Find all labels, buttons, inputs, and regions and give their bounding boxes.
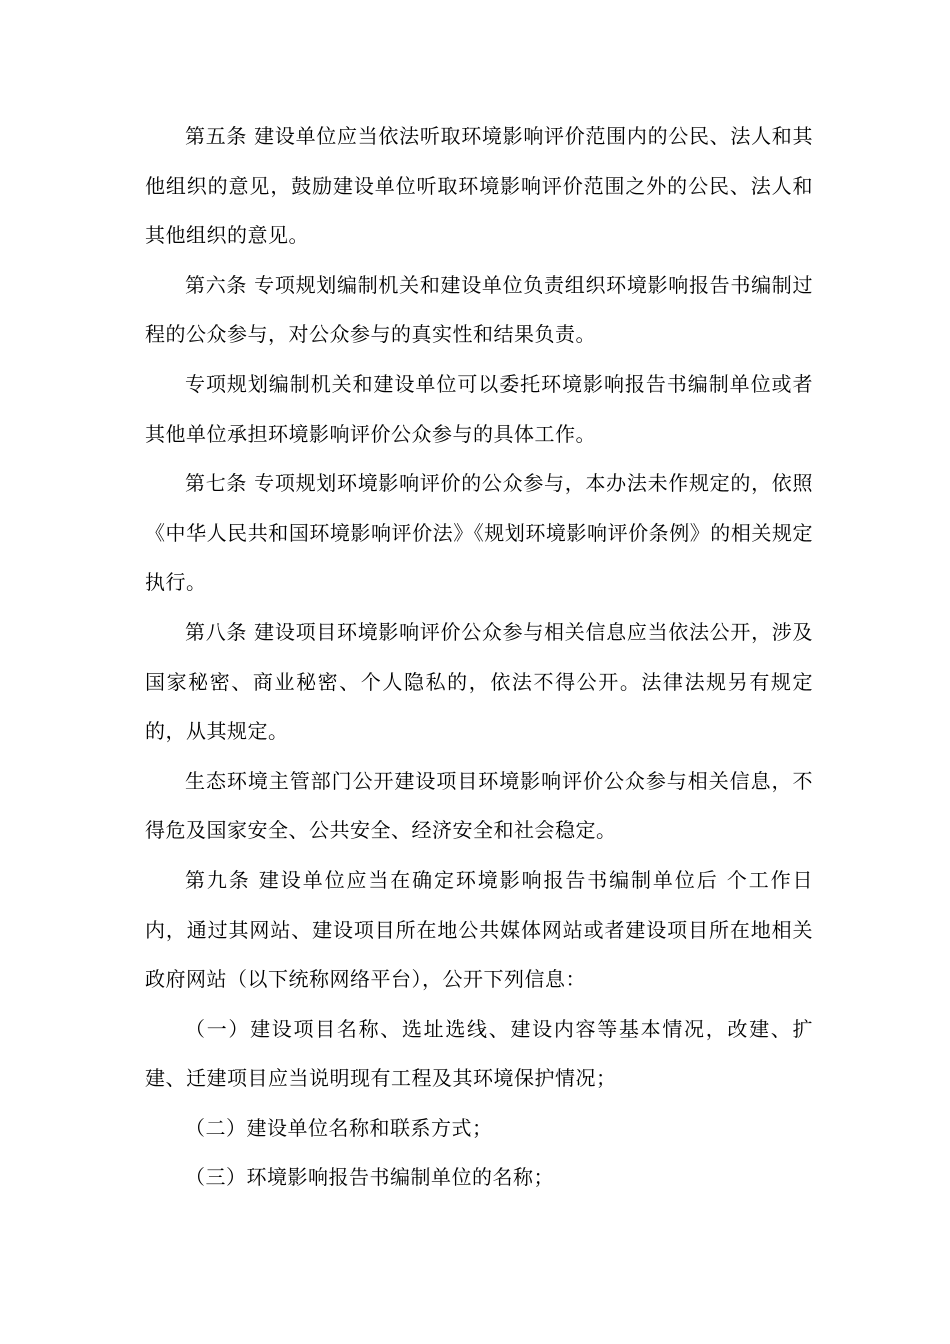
list-item-article-9-1: （一）建设项目名称、选址选线、建设内容等基本情况，改建、扩建、迁建项目应当说明现有工程及其环境保护情况；: [145, 1016, 813, 1091]
paragraph-article-5: 第五条 建设单位应当依法听取环境影响评价范围内的公民、法人和其他组织的意见，鼓励建设单位听取环境影响评价范围之外的公民、法人和其他组织的意见。: [145, 124, 813, 248]
document-page: [145, 112, 813, 1203]
list-item-article-9-3: （三）环境影响报告书编制单位的名称；: [185, 1165, 554, 1190]
paragraph-article-6-clause-2: 专项规划编制机关和建设单位可以委托环境影响报告书编制单位或者其他单位承担环境影响评价公众参与的具体工作。: [145, 371, 813, 446]
paragraph-article-8: 第八条 建设项目环境影响评价公众参与相关信息应当依法公开，涉及国家秘密、商业秘密、个人隐私的，依法不得公开。法律法规另有规定的，从其规定。: [145, 619, 813, 744]
paragraph-article-6: 第六条 专项规划编制机关和建设单位负责组织环境影响报告书编制过程的公众参与，对公众参与的真实性和结果负责。: [145, 272, 813, 347]
paragraph-article-9: 第九条 建设单位应当在确定环境影响报告书编制单位后 个工作日内，通过其网站、建设项目所在地公共媒体网站或者建设项目所在地相关政府网站（以下统称网络平台），公开下列信息：: [145, 867, 813, 992]
list-item-article-9-2: （二）建设单位名称和联系方式；: [185, 1115, 493, 1140]
paragraph-article-8-clause-2: 生态环境主管部门公开建设项目环境影响评价公众参与相关信息，不得危及国家安全、公共安全、经济安全和社会稳定。: [145, 768, 813, 843]
paragraph-article-7: 第七条 专项规划环境影响评价的公众参与，本办法未作规定的，依照《中华人民共和国环境影响评价法》《规划环境影响评价条例》的相关规定执行。: [145, 471, 813, 595]
